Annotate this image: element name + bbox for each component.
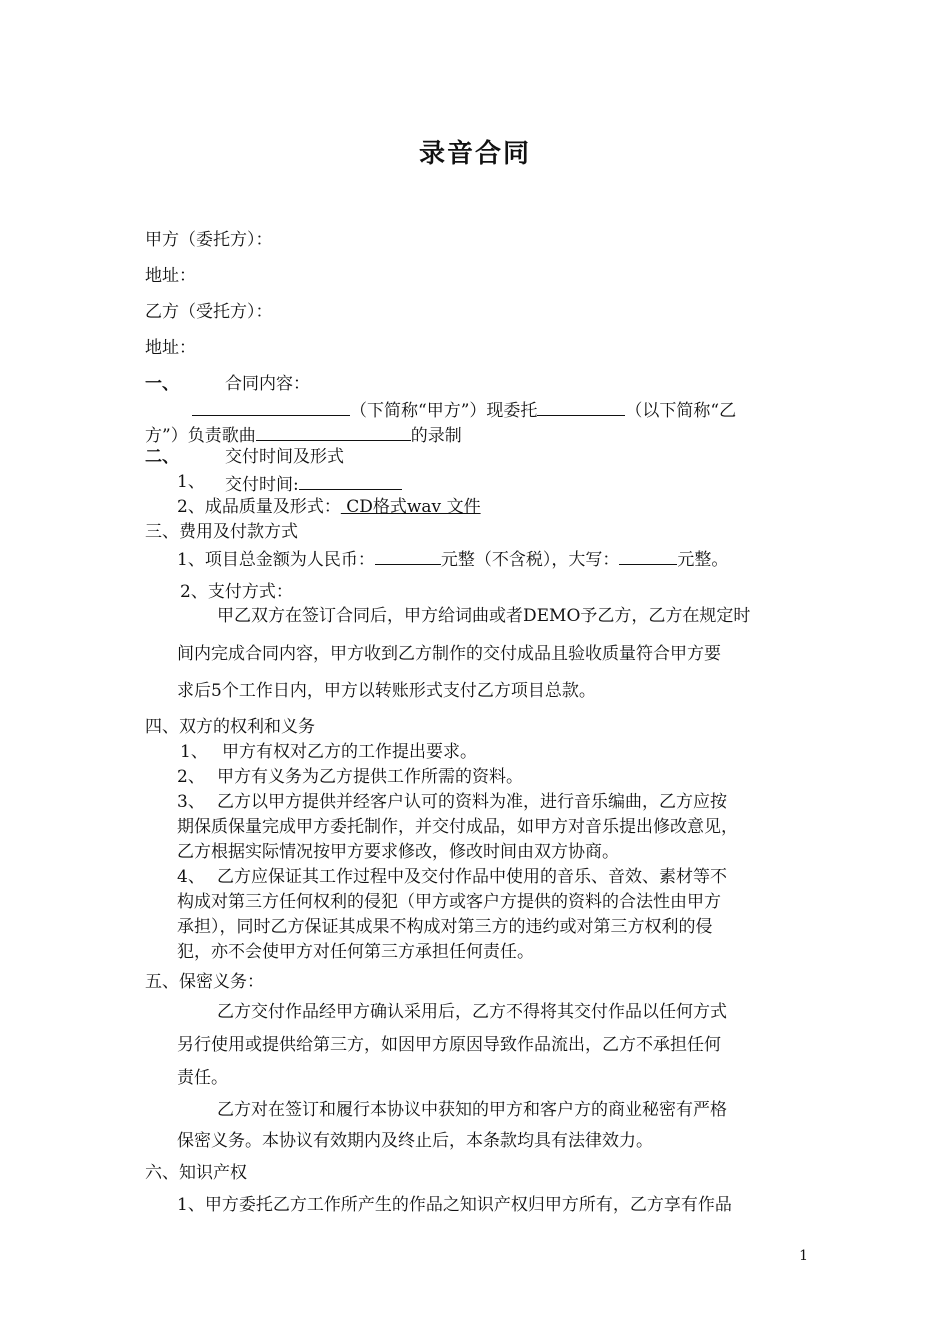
section-2-item-2: 2、成品质量及形式： CD格式wav 文件 bbox=[177, 497, 481, 517]
section-4-item-2-number: 2、 bbox=[177, 767, 205, 787]
page-title: 录音合同 bbox=[418, 139, 531, 169]
section-3-para-line-2: 间内完成合同内容，甲方收到乙方制作的交付成品且验收质量符合甲方要 bbox=[177, 644, 721, 664]
section-2-heading: 交付时间及形式 bbox=[225, 447, 344, 467]
section-4-item-4-line-2: 构成对第三方任何权利的侵犯（甲方或客户方提供的资料的合法性由甲方 bbox=[177, 892, 721, 912]
section-3-para-line-1: 甲乙双方在签订合同后，甲方给词曲或者DEMO予乙方，乙方在规定时 bbox=[217, 606, 751, 626]
section-3-heading: 三、费用及付款方式 bbox=[145, 522, 298, 542]
blank-party-b[interactable] bbox=[537, 397, 625, 416]
blank-song-name[interactable] bbox=[256, 422, 411, 441]
section-4-item-4-line-3: 承担），同时乙方保证其成果不构成对第三方的违约或对第三方权利的侵 bbox=[177, 917, 713, 937]
blank-amount-figures[interactable] bbox=[375, 546, 441, 565]
section-1-heading: 合同内容： bbox=[225, 374, 310, 394]
section-4-item-4-line-1: 乙方应保证其工作过程中及交付作品中使用的音乐、音效、素材等不 bbox=[217, 867, 727, 887]
section-6-para-1: 1、甲方委托乙方工作所产生的作品之知识产权归甲方所有，乙方享有作品 bbox=[177, 1195, 732, 1215]
format-value: CD格式wav 文件 bbox=[340, 497, 481, 517]
address-b-label: 地址： bbox=[145, 338, 196, 358]
section-3-para-line-3: 求后5个工作日内，甲方以转账形式支付乙方项目总款。 bbox=[177, 681, 596, 701]
section-5-para-1-line-3: 责任。 bbox=[177, 1068, 228, 1088]
section-2-item-1-number: 1、 bbox=[177, 472, 205, 492]
section-1-line-2: 方”）负责歌曲 的录制 bbox=[145, 422, 462, 447]
section-2-number: 二、 bbox=[145, 447, 179, 467]
section-3-item-1: 1、项目总金额为人民币： 元整（不含税），大写： 元整。 bbox=[177, 546, 728, 571]
section-4-item-4-line-4: 犯，亦不会使甲方对任何第三方承担任何责任。 bbox=[177, 942, 534, 962]
section-5-heading: 五、保密义务： bbox=[145, 972, 264, 992]
page-number: 1 bbox=[799, 1248, 808, 1264]
section-1-number: 一、 bbox=[145, 374, 179, 394]
section-1-line-1: （下简称“甲方”）现委托 （以下简称“乙 bbox=[192, 397, 736, 422]
blank-party-a[interactable] bbox=[192, 397, 350, 416]
section-4-item-1-number: 1、 bbox=[180, 742, 208, 762]
section-4-heading: 四、双方的权利和义务 bbox=[145, 717, 315, 737]
section-6-heading: 六、知识产权 bbox=[145, 1163, 247, 1183]
section-4-item-3-line-2: 期保质保量完成甲方委托制作，并交付成品，如甲方对音乐提出修改意见， bbox=[177, 817, 738, 837]
section-5-para-2-line-2: 保密义务。本协议有效期内及终止后，本条款均具有法律效力。 bbox=[177, 1131, 653, 1151]
section-4-item-3-line-1: 乙方以甲方提供并经客户认可的资料为准，进行音乐编曲，乙方应按 bbox=[217, 792, 727, 812]
blank-amount-words[interactable] bbox=[619, 546, 677, 565]
party-a-label: 甲方（委托方）： bbox=[145, 230, 273, 250]
section-4-item-1: 甲方有权对乙方的工作提出要求。 bbox=[222, 742, 477, 762]
section-5-para-2-line-1: 乙方对在签订和履行本协议中获知的甲方和客户方的商业秘密有严格 bbox=[217, 1100, 727, 1120]
section-4-item-3-line-3: 乙方根据实际情况按甲方要求修改，修改时间由双方协商。 bbox=[177, 842, 619, 862]
section-4-item-2: 甲方有义务为乙方提供工作所需的资料。 bbox=[217, 767, 523, 787]
section-5-para-1-line-2: 另行使用或提供给第三方，如因甲方原因导致作品流出，乙方不承担任何 bbox=[177, 1035, 721, 1055]
party-b-label: 乙方（受托方）： bbox=[145, 302, 273, 322]
section-4-item-3-number: 3、 bbox=[177, 792, 205, 812]
section-4-item-4-number: 4、 bbox=[177, 867, 205, 887]
section-2-item-1: 交付时间: bbox=[225, 471, 402, 496]
section-3-item-2: 2、支付方式： bbox=[180, 582, 293, 602]
address-a-label: 地址： bbox=[145, 266, 196, 286]
blank-delivery-time[interactable] bbox=[299, 471, 402, 490]
section-5-para-1-line-1: 乙方交付作品经甲方确认采用后，乙方不得将其交付作品以任何方式 bbox=[217, 1002, 727, 1022]
